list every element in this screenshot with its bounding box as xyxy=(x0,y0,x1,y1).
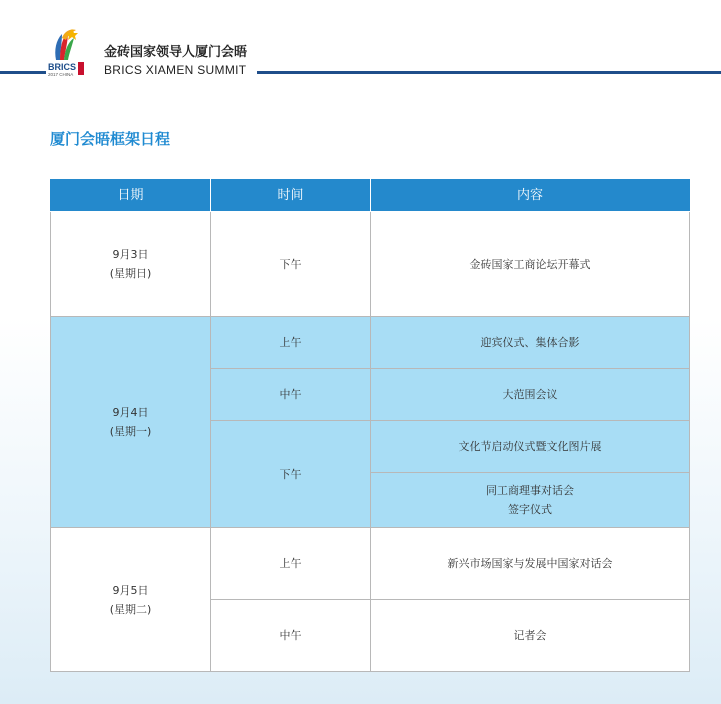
content-cell xyxy=(371,473,690,528)
column-header-content: 内容 xyxy=(371,180,690,212)
date-cell xyxy=(51,212,211,317)
date-label: 9月3日 xyxy=(112,248,149,261)
page-title: 厦门会晤框架日程 xyxy=(50,130,171,148)
date-label: 9月5日 xyxy=(112,583,149,597)
time-cell: 下午 xyxy=(211,421,371,528)
time-cell: 下午 xyxy=(211,212,371,317)
brics-emblem-icon xyxy=(48,26,88,62)
table-row xyxy=(51,528,690,600)
date-cell xyxy=(51,528,211,672)
summit-title-en: BRICS XIAMEN SUMMIT xyxy=(104,63,247,77)
table-row xyxy=(51,317,690,369)
content-cell: 文化节启动仪式暨文化图片展 xyxy=(371,421,690,473)
logo-seal xyxy=(78,62,84,75)
content-cell: 记者会 xyxy=(371,600,690,672)
header-rule-left xyxy=(0,71,46,74)
header-rule-right xyxy=(257,71,721,74)
time-cell: 上午 xyxy=(211,317,371,369)
content-cell: 新兴市场国家与发展中国家对话会 xyxy=(371,528,690,600)
summit-title-cn: 金砖国家领导人厦门会晤 xyxy=(104,45,248,60)
time-cell: 中午 xyxy=(211,600,371,672)
table-row xyxy=(51,212,690,317)
content-cell: 大范围会议 xyxy=(371,369,690,421)
logo-wordmark: BRICS xyxy=(48,62,77,72)
page-header xyxy=(0,0,721,80)
column-header-date: 日期 xyxy=(51,180,211,212)
table-header-row xyxy=(51,180,690,212)
brics-logo xyxy=(48,26,88,78)
schedule-table xyxy=(50,179,690,672)
time-cell: 上午 xyxy=(211,528,371,600)
content-line: 同工商理事对话会 xyxy=(486,484,574,497)
date-label: 9月4日 xyxy=(112,406,149,419)
content-line: 签字仪式 xyxy=(508,503,552,516)
column-header-time: 时间 xyxy=(211,180,371,212)
content-cell: 金砖国家工商论坛开幕式 xyxy=(371,212,690,317)
weekday-label: (星期一) xyxy=(109,425,152,438)
weekday-label: (星期日) xyxy=(109,267,152,280)
logo-subtitle: 2017 CHINA xyxy=(48,72,74,77)
date-cell xyxy=(51,317,211,528)
weekday-label: (星期二) xyxy=(109,602,152,616)
time-cell: 中午 xyxy=(211,369,371,421)
content-cell: 迎宾仪式、集体合影 xyxy=(371,317,690,369)
